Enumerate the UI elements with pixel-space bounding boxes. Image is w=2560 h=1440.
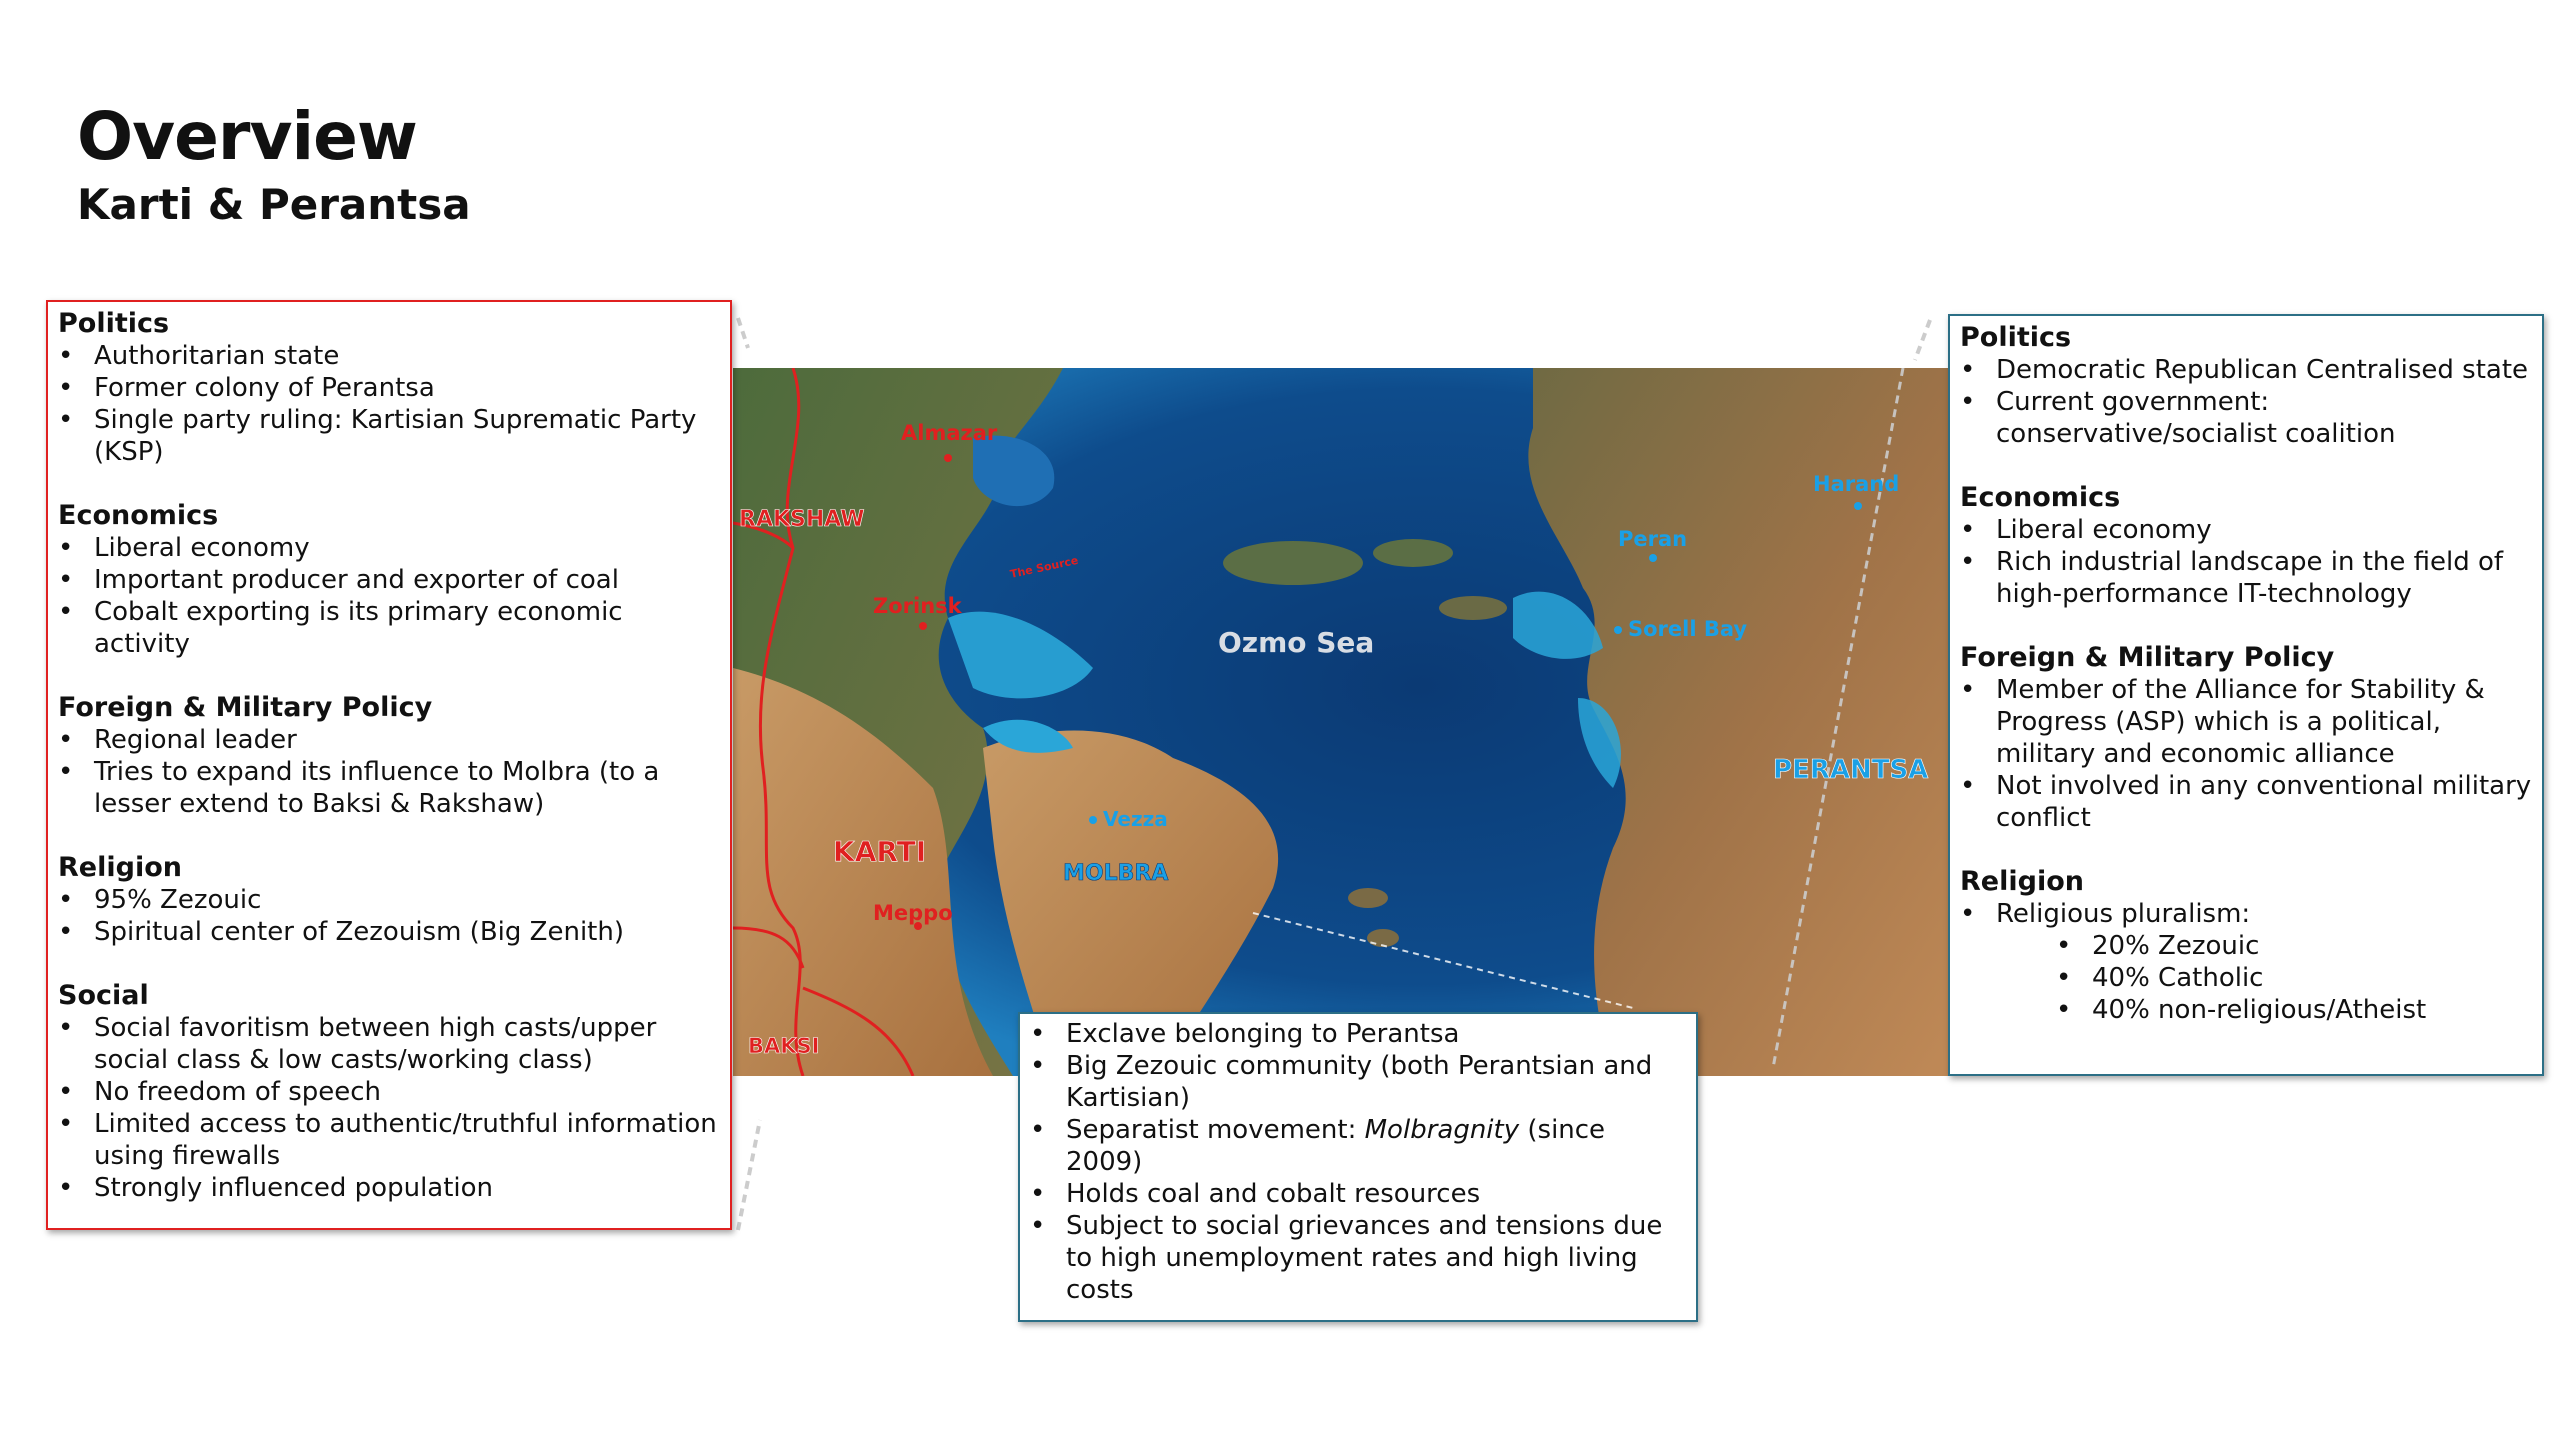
region-map[interactable] (733, 368, 1983, 1076)
separatist-name: Molbragnity (1364, 1115, 1520, 1145)
list-item: • Democratic Republican Centralised state (1960, 354, 2532, 386)
list-item: • Subject to social grievances and tensions due to high unemployment rates and high living costs (1030, 1210, 1686, 1306)
map-label-almazar: Almazar (901, 421, 998, 445)
molbra-list (1030, 1018, 1686, 1306)
list-item: • Exclave belonging to Perantsa (1030, 1018, 1686, 1050)
karti-religion-list (58, 884, 720, 948)
karti-religion-heading: Religion (58, 852, 182, 883)
list-item: • Tries to expand its influence to Molbra (to a lesser extend to Baksi & Rakshaw) (58, 756, 720, 820)
perantsa-info-panel (1948, 314, 2544, 1076)
map-label-harand: Harand (1813, 472, 1900, 496)
list-item: • Liberal economy (58, 532, 720, 564)
karti-politics-heading: Politics (58, 308, 170, 339)
list-item: • Rich industrial landscape in the field of high-performance IT-technology (1960, 546, 2532, 610)
list-item-separatist (1030, 1114, 1686, 1178)
map-label-molbra: MOLBRA (1063, 861, 1169, 886)
perantsa-politics-heading: Politics (1960, 322, 2072, 353)
list-item: • 95% Zezouic (58, 884, 720, 916)
perantsa-politics-list (1960, 354, 2532, 450)
map-label-vezza: Vezza (1103, 807, 1168, 831)
list-item: • Social favoritism between high casts/upper social class & low casts/working class) (58, 1012, 720, 1076)
karti-politics-list (58, 340, 720, 468)
karti-economics-heading: Economics (58, 500, 219, 531)
list-item: • Member of the Alliance for Stability & Progress (ASP) which is a political, military and economic alliance (1960, 674, 2532, 770)
list-item: • Single party ruling: Kartisian Suprematic Party (KSP) (58, 404, 720, 468)
karti-foreign-policy-heading: Foreign & Military Policy (58, 692, 433, 723)
list-item: • Authoritarian state (58, 340, 720, 372)
map-label-karti: KARTI (833, 835, 927, 868)
list-item: • Important producer and exporter of coal (58, 564, 720, 596)
perantsa-economics-heading: Economics (1960, 482, 2121, 513)
map-label-perantsa: PERANTSA (1773, 755, 1929, 785)
map-label-baksi: BAKSI (748, 1034, 820, 1058)
list-item: • Spiritual center of Zezouism (Big Zenith) (58, 916, 720, 948)
karti-social-list (58, 1012, 720, 1204)
list-item: • Limited access to authentic/truthful information using firewalls (58, 1108, 720, 1172)
map-label-rakshaw: RAKSHAW (739, 507, 865, 532)
list-item: • Strongly influenced population (58, 1172, 720, 1204)
list-item: • Cobalt exporting is its primary economic activity (58, 596, 720, 660)
list-item: • Former colony of Perantsa (58, 372, 720, 404)
karti-info-panel (46, 300, 732, 1230)
separatist-suffix: (since 2009) (1066, 1115, 1606, 1177)
perantsa-religion-heading: Religion (1960, 866, 2084, 897)
list-item: • Religious pluralism: (1960, 898, 2532, 930)
list-item: • Holds coal and cobalt resources (1030, 1178, 1686, 1210)
karti-social-heading: Social (58, 980, 149, 1011)
map-label-peran: Peran (1618, 527, 1688, 551)
list-item: • Liberal economy (1960, 514, 2532, 546)
page-subtitle: Karti & Perantsa (77, 180, 471, 229)
list-item: • Big Zezouic community (both Perantsian and Kartisian) (1030, 1050, 1686, 1114)
map-label-sorell-bay: Sorell Bay (1628, 617, 1748, 641)
list-item: • No freedom of speech (58, 1076, 720, 1108)
perantsa-religion-list (1960, 898, 2532, 1026)
perantsa-foreign-policy-heading: Foreign & Military Policy (1960, 642, 2335, 673)
karti-foreign-policy-list (58, 724, 720, 820)
map-label-ozmo-sea: Ozmo Sea (1218, 626, 1375, 659)
molbra-info-panel (1018, 1012, 1698, 1322)
list-item: • Not involved in any conventional military conflict (1960, 770, 2532, 834)
map-label-meppo: Meppo (873, 901, 953, 925)
separatist-prefix: Separatist movement: (1066, 1115, 1365, 1145)
list-subitem: • 20% Zezouic (1960, 930, 2532, 962)
perantsa-economics-list (1960, 514, 2532, 610)
page-title: Overview (77, 98, 417, 175)
list-subitem: • 40% Catholic (1960, 962, 2532, 994)
list-item: • Current government: conservative/socialist coalition (1960, 386, 2532, 450)
list-item: • Regional leader (58, 724, 720, 756)
karti-economics-list (58, 532, 720, 660)
perantsa-foreign-policy-list (1960, 674, 2532, 834)
map-label-zorinsk: Zorinsk (873, 594, 962, 618)
map-label-the-source: The Source (1008, 553, 1080, 581)
list-subitem: • 40% non-religious/Atheist (1960, 994, 2532, 1026)
